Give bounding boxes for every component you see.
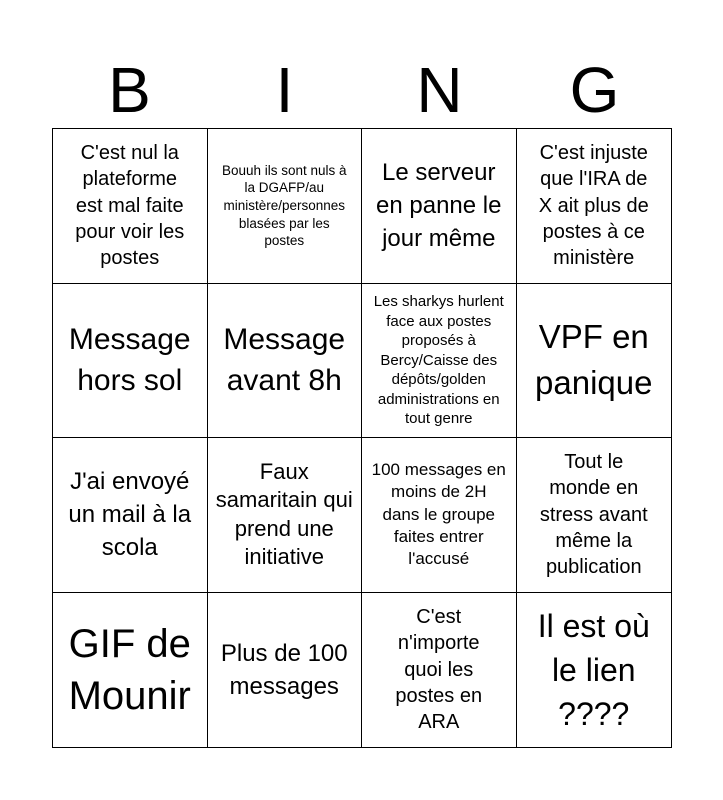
cell-text: 100 messages en moins de 2H dans le groupe faites entrer l'accusé (371, 459, 506, 569)
bingo-cell[interactable] (517, 284, 672, 439)
bingo-cell[interactable] (362, 284, 517, 439)
cell-text: VPF en panique (535, 318, 653, 402)
header-letter-g: G (569, 54, 620, 126)
cell-text: C'est n'importe quoi les postes en ARA (395, 605, 483, 734)
bingo-header (52, 52, 672, 128)
bingo-cell[interactable] (517, 593, 672, 748)
header-letter-b: B (108, 54, 151, 126)
cell-text: GIF de Mounir (68, 621, 191, 718)
cell-text: Il est où le lien ???? (537, 607, 650, 732)
bingo-cell[interactable] (208, 438, 363, 593)
bingo-cell[interactable] (53, 593, 208, 748)
bingo-cell[interactable] (208, 129, 363, 284)
cell-text: Message hors sol (68, 322, 191, 398)
header-letter-i: I (275, 54, 294, 126)
header-letter-n: N (416, 54, 463, 126)
bingo-cell[interactable] (53, 129, 208, 284)
bingo-cell[interactable] (362, 438, 517, 593)
bingo-board (52, 128, 672, 748)
cell-text: Faux samaritain qui prend une initiative (215, 458, 353, 570)
cell-text: Tout le monde en stress avant même la publication (539, 450, 648, 579)
bingo-cell[interactable] (208, 284, 363, 439)
cell-text: Plus de 100 messages (220, 639, 348, 700)
bingo-cell[interactable] (362, 129, 517, 284)
cell-text: Message avant 8h (223, 322, 346, 398)
bingo-cell[interactable] (53, 284, 208, 439)
cell-text: Le serveur en panne le jour même (376, 159, 502, 253)
cell-text: Bouuh ils sont nuls à la DGAFP/au ministère/personnes blasées par les postes (221, 162, 347, 249)
cell-text: Les sharkys hurlent face aux postes proposés à Bercy/Caisse des dépôts/golden administrations en tout genre (373, 293, 504, 427)
bingo-cell[interactable] (517, 438, 672, 593)
cell-text: C'est nul la plateforme est mal faite pour voir les postes (75, 141, 185, 270)
bingo-cell[interactable] (53, 438, 208, 593)
cell-text: J'ai envoyé un mail à la scola (68, 468, 192, 562)
cell-text: C'est injuste que l'IRA de X ait plus de postes à ce ministère (538, 141, 649, 270)
bingo-cell[interactable] (208, 593, 363, 748)
bingo-cell[interactable] (517, 129, 672, 284)
bingo-cell[interactable] (362, 593, 517, 748)
